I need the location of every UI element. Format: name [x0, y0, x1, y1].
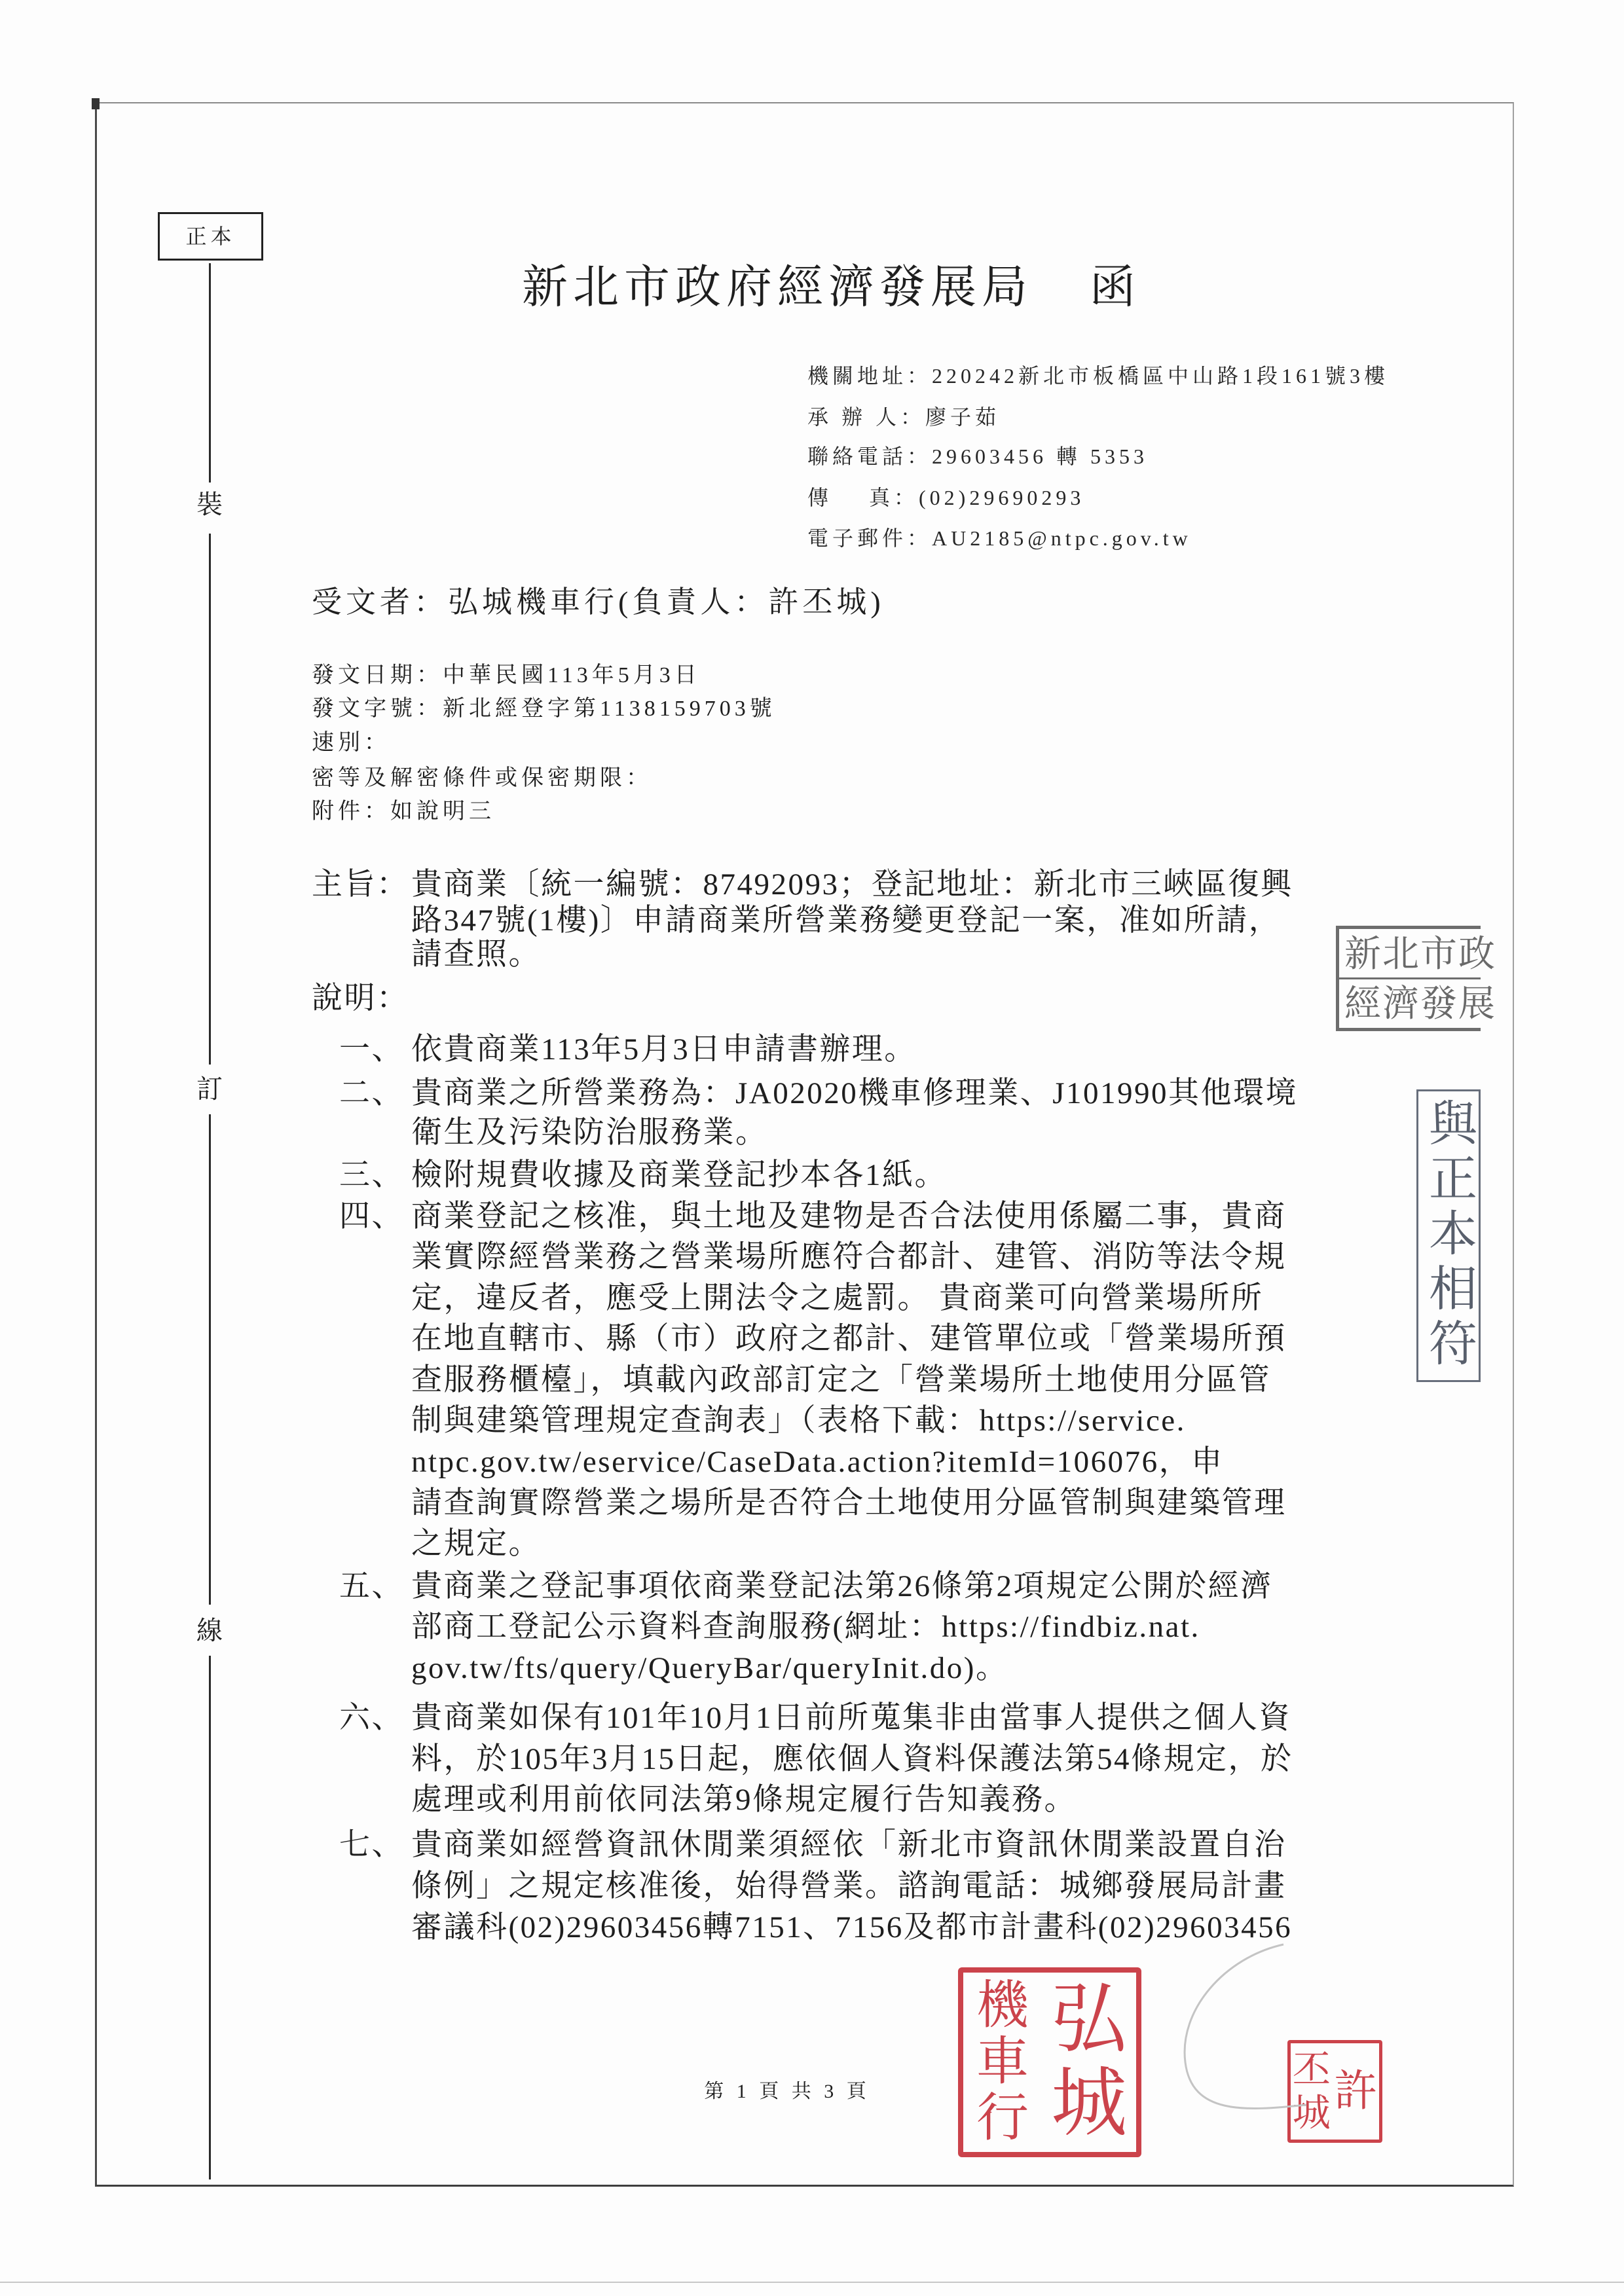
info-label: 聯絡電話： — [807, 445, 932, 468]
seal-char: 許 — [1334, 2067, 1378, 2115]
binding-line-segment — [209, 1114, 211, 1605]
seal-column — [969, 1978, 1037, 2147]
seal-row: 經濟發展 — [1344, 984, 1496, 1025]
item-line: 料，於105年3月15日起，應依個人資料保護法第54條規定，於 — [411, 1742, 1293, 1776]
seal-column — [1047, 1978, 1131, 2146]
agency-stitch-seal — [1336, 926, 1496, 1031]
info-value: 29603456 轉 5353 — [932, 445, 1149, 468]
item-line: gov.tw/fts/query/QueryBar/queryInit.do)。 — [411, 1651, 1008, 1685]
item-line: 之規定。 — [411, 1527, 541, 1561]
document-type: 函 — [1090, 263, 1135, 313]
seal-char: 丕 — [1292, 2048, 1331, 2091]
classification: 密等及解密條件或保密期限： — [312, 766, 652, 790]
info-value: 廖子茹 — [925, 405, 1001, 429]
item-number: 六、 — [339, 1701, 404, 1735]
agency-info-email — [807, 528, 1192, 549]
info-value: (02)29690293 — [919, 486, 1085, 509]
item-line: 檢附規費收據及商業登記抄本各1紙。 — [411, 1158, 947, 1192]
binding-line-segment — [209, 1656, 211, 2179]
agency-info-phone — [807, 446, 1148, 467]
seal-char: 行 — [976, 2090, 1029, 2147]
subject-line: 請查照。 — [411, 938, 541, 972]
subject-label: 主旨： — [312, 867, 409, 902]
item-line: 部商工登記公示資料查詢服務(網址：https://findbiz.nat. — [411, 1610, 1200, 1644]
seal-char: 機 — [976, 1977, 1029, 2035]
item-line: ntpc.gov.tw/eservice/CaseData.action?itemId=106076，申 — [411, 1445, 1224, 1479]
info-label: 傳 真： — [807, 486, 919, 509]
item-line: 查服務櫃檯」，填載內政部訂定之「營業場所土地使用分區管 — [411, 1363, 1271, 1397]
seal-char: 城 — [1292, 2091, 1331, 2134]
item-number: 七、 — [339, 1828, 404, 1862]
item-line: 貴商業之所營業務為：JA02020機車修理業、J101990其他環境 — [411, 1076, 1299, 1110]
info-value: AU2185@ntpc.gov.tw — [932, 526, 1192, 550]
info-value: 220242新北市板橋區中山路1段161號3樓 — [932, 364, 1390, 388]
item-line: 請查詢實際營業之場所是否符合土地使用分區管制與建築管理 — [411, 1486, 1287, 1520]
item-line: 貴商業如經營資訊休閒業須經依「新北市資訊休閒業設置自治 — [411, 1828, 1287, 1862]
binding-mark-xian: 線 — [196, 1616, 223, 1645]
issue-date: 發文日期：中華民國113年5月3日 — [312, 663, 701, 687]
document-number: 發文字號：新北經登字第1138159703號 — [312, 697, 776, 721]
certified-copy-stamp: 與正本相符 — [1416, 1089, 1481, 1382]
binding-line-segment — [209, 263, 211, 483]
subject-line: 貴商業〔統一編號：87492093；登記地址：新北市三峽區復興 — [411, 867, 1293, 902]
seal-char: 城 — [1051, 2062, 1127, 2146]
item-number: 三、 — [339, 1158, 404, 1192]
seal-char: 車 — [976, 2033, 1029, 2091]
item-line: 定，違反者，應受上開法令之處罰。 貴商業可向營業場所所 — [411, 1281, 1264, 1315]
item-number: 一、 — [339, 1032, 404, 1066]
item-line: 審議科(02)29603456轉7151、7156及都市計畫科(02)29603456 — [411, 1910, 1293, 1944]
priority: 速別： — [312, 731, 390, 755]
binding-mark-ding: 訂 — [196, 1074, 223, 1104]
subject-line: 路347號(1樓)〕申請商業所營業務變更登記一案，准如所請， — [411, 903, 1282, 938]
info-label: 承 辦 人： — [807, 405, 926, 429]
item-line: 商業登記之核准，與土地及建物是否合法使用係屬二事，貴商 — [411, 1199, 1287, 1233]
agency-info-fax — [807, 487, 1084, 508]
item-line: 制與建築管理規定查詢表」（表格下載：https://service. — [411, 1404, 1186, 1438]
item-line: 處理或利用前依同法第9條規定履行告知義務。 — [411, 1783, 1077, 1817]
explanation-label: 說明： — [312, 981, 409, 1015]
item-line: 在地直轄市、縣（市）政府之都計、建管單位或「營業場所預 — [411, 1322, 1287, 1356]
item-line: 貴商業如保有101年10月1日前所蒐集非由當事人提供之個人資 — [411, 1701, 1291, 1735]
item-line: 業實際經營業務之營業場所應符合都計、建管、消防等法令規 — [411, 1240, 1287, 1274]
binding-mark-zhuang: 裝 — [196, 490, 223, 519]
copy-label-box: 正本 — [158, 212, 263, 261]
seal-divider — [1339, 977, 1481, 979]
seal-column — [1334, 2069, 1377, 2115]
item-number: 二、 — [339, 1076, 404, 1110]
item-line: 貴商業之登記事項依商業登記法第26條第2項規定公開於經濟 — [411, 1569, 1273, 1603]
page-number: 第 1 頁 共 3 頁 — [704, 2081, 870, 2102]
item-number: 五、 — [339, 1569, 404, 1603]
scan-edge-line — [0, 2282, 1624, 2283]
info-label: 電子郵件： — [807, 526, 932, 550]
agency-info-contact-person — [807, 407, 1000, 428]
recipient: 受文者：弘城機車行(負責人：許丕城) — [312, 585, 885, 619]
item-line: 依貴商業113年5月3日申請書辦理。 — [411, 1032, 917, 1066]
seal-char: 弘 — [1051, 1978, 1127, 2062]
attachments: 附件：如說明三 — [312, 799, 495, 824]
company-seal — [958, 1967, 1141, 2157]
seal-row: 新北市政 — [1344, 934, 1496, 975]
agency-info-address — [807, 365, 1389, 386]
scan-corner-mark — [92, 98, 100, 109]
pencil-mark — [1153, 1938, 1310, 2121]
document-title: 新北市政府經濟發展局 — [522, 263, 1033, 313]
item-number: 四、 — [339, 1199, 404, 1233]
item-line: 衛生及污染防治服務業。 — [411, 1116, 768, 1150]
item-line: 條例」之規定核准後，始得營業。諮詢電話：城鄉發展局計畫 — [411, 1869, 1287, 1903]
info-label: 機關地址： — [807, 364, 932, 388]
binding-line-segment — [209, 534, 211, 1065]
